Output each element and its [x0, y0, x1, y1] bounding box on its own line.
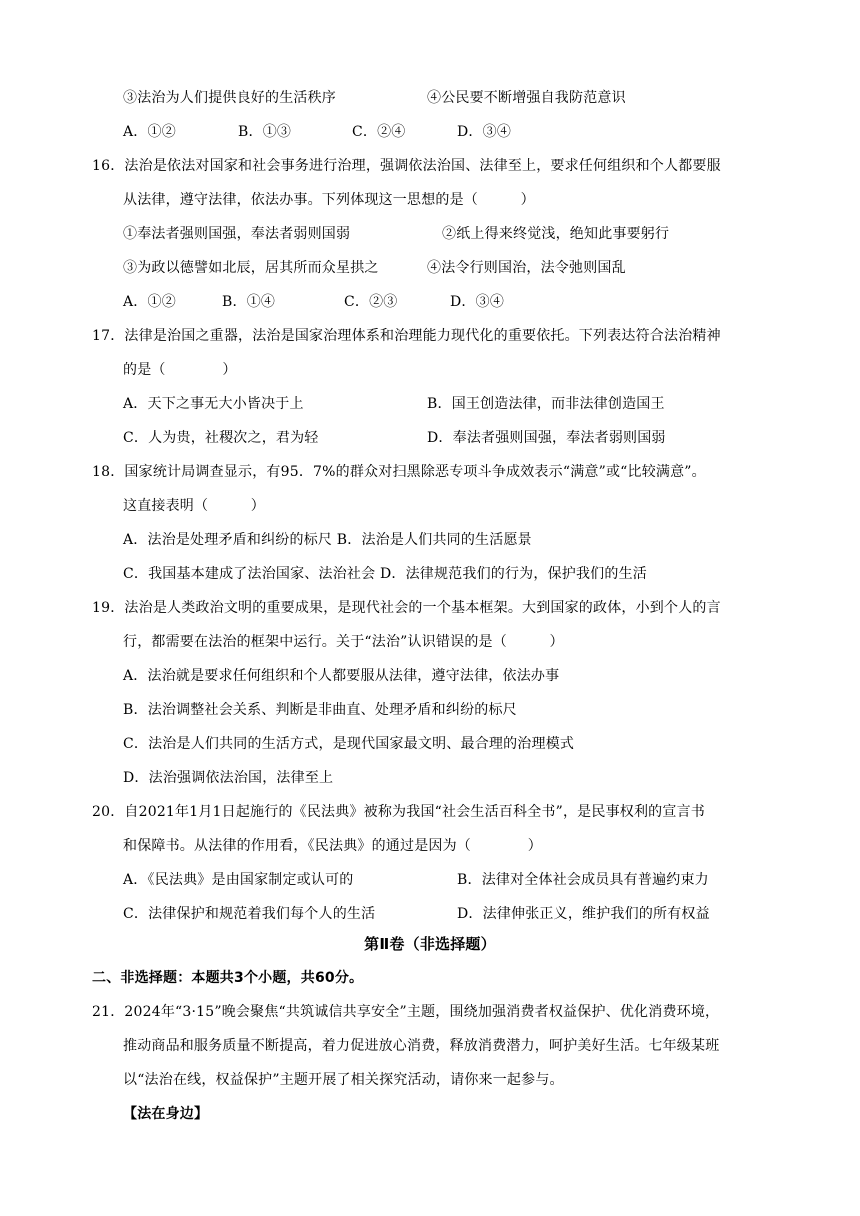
- q19-stem-line2: 行，都需要在法治的框架中运行。关于“法治”认识错误的是（ ）: [123, 634, 564, 650]
- q20-stem-line1: 20．自2021年1月1日起施行的《民法典》被称为我国“社会生活百科全书”，是民事权利的宣言书: [92, 804, 705, 820]
- q18-choices-ab: A．法治是处理矛盾和纠纷的标尺 B．法治是人们共同的生活愿景: [123, 532, 532, 548]
- q20-stem-line2: 和保障书。从法律的作用看，《民法典》的通过是因为（ ）: [123, 838, 542, 854]
- q19-choice-d: D．法治强调依法治国，法律至上: [123, 770, 334, 786]
- q16-choice-d: D．③④: [450, 294, 505, 310]
- q16-option-1: ①奉法者强则国强，奉法者弱则国弱: [123, 226, 351, 242]
- q18-stem-line1: 18．国家统计局调查显示，有95．7%的群众对扫黑除恶专项斗争成效表示“满意”或“比较满意”。: [92, 464, 706, 480]
- q20-choice-c: C．法律保护和规范着我们每个人的生活: [123, 906, 376, 922]
- q19-choice-c: C．法治是人们共同的生活方式，是现代国家最文明、最合理的治理模式: [123, 736, 575, 752]
- q17-choice-a: A．天下之事无大小皆决于上: [123, 396, 304, 412]
- part2-title: 第Ⅱ卷（非选择题）: [364, 935, 496, 953]
- q21-section-tag: 【法在身边】: [123, 1106, 209, 1122]
- q15-choice-b: B．①③: [238, 124, 292, 140]
- q17-choice-b: B．国王创造法律，而非法律创造国王: [427, 396, 665, 412]
- q18-stem-line2: 这直接表明（ ）: [123, 498, 265, 514]
- q17-stem-line2: 的是（ ）: [123, 362, 237, 378]
- q15-choice-a: A．①②: [123, 124, 176, 140]
- q15-option-4: ④公民要不断增强自我防范意识: [427, 90, 626, 106]
- q18-choices-cd: C．我国基本建成了法治国家、法治社会 D．法律规范我们的行为，保护我们的生活: [123, 566, 647, 582]
- q15-choice-c: C．②④: [352, 124, 406, 140]
- q21-stem-line1: 21．2024年“3·15”晚会聚焦“共筑诚信共享安全”主题，围绕加强消费者权益保护、优化消费环境，: [92, 1004, 720, 1020]
- q19-choice-a: A．法治就是要求任何组织和个人都要服从法律，遵守法律，依法办事: [123, 668, 560, 684]
- q16-option-2: ②纸上得来终觉浅，绝知此事要躬行: [442, 226, 670, 242]
- q16-option-4: ④法令行则国治，法令弛则国乱: [427, 260, 626, 276]
- q19-stem-line1: 19．法治是人类政治文明的重要成果，是现代社会的一个基本框架。大到国家的政体，小到个人的言: [92, 600, 721, 616]
- q16-stem-line2: 从法律，遵守法律，依法办事。下列体现这一思想的是（ ）: [123, 192, 535, 208]
- q16-choice-a: A．①②: [123, 294, 176, 310]
- q15-option-3: ③法治为人们提供良好的生活秩序: [123, 90, 336, 106]
- q16-stem-line1: 16．法治是依法对国家和社会事务进行治理，强调依法治国、法律至上，要求任何组织和个人都要服: [92, 158, 721, 174]
- q19-choice-b: B．法治调整社会关系、判断是非曲直、处理矛盾和纠纷的标尺: [123, 702, 517, 718]
- q17-choice-d: D．奉法者强则国强，奉法者弱则国弱: [427, 430, 666, 446]
- q17-stem-line1: 17．法律是治国之重器，法治是国家治理体系和治理能力现代化的重要依托。下列表达符合法治精神: [92, 328, 721, 344]
- section2-heading: 二、非选择题：本题共3个小题，共60分。: [92, 970, 364, 986]
- q16-choice-b: B．①④: [222, 294, 276, 310]
- q20-choice-d: D．法律伸张正义，维护我们的所有权益: [457, 906, 710, 922]
- q20-choice-a: A．《民法典》是由国家制定或认可的: [123, 872, 354, 888]
- q15-choice-d: D．③④: [457, 124, 512, 140]
- q21-stem-line2: 推动商品和服务质量不断提高，着力促进放心消费，释放消费潜力，呵护美好生活。七年级某班: [123, 1038, 720, 1054]
- q20-choice-b: B．法律对全体社会成员具有普遍约束力: [457, 872, 709, 888]
- q21-stem-line3: 以“法治在线，权益保护”主题开展了相关探究活动，请你来一起参与。: [123, 1072, 564, 1088]
- q16-choice-c: C．②③: [344, 294, 398, 310]
- q17-choice-c: C．人为贵，社稷次之，君为轻: [123, 430, 319, 446]
- q16-option-3: ③为政以德譬如北辰，居其所而众星拱之: [123, 260, 379, 276]
